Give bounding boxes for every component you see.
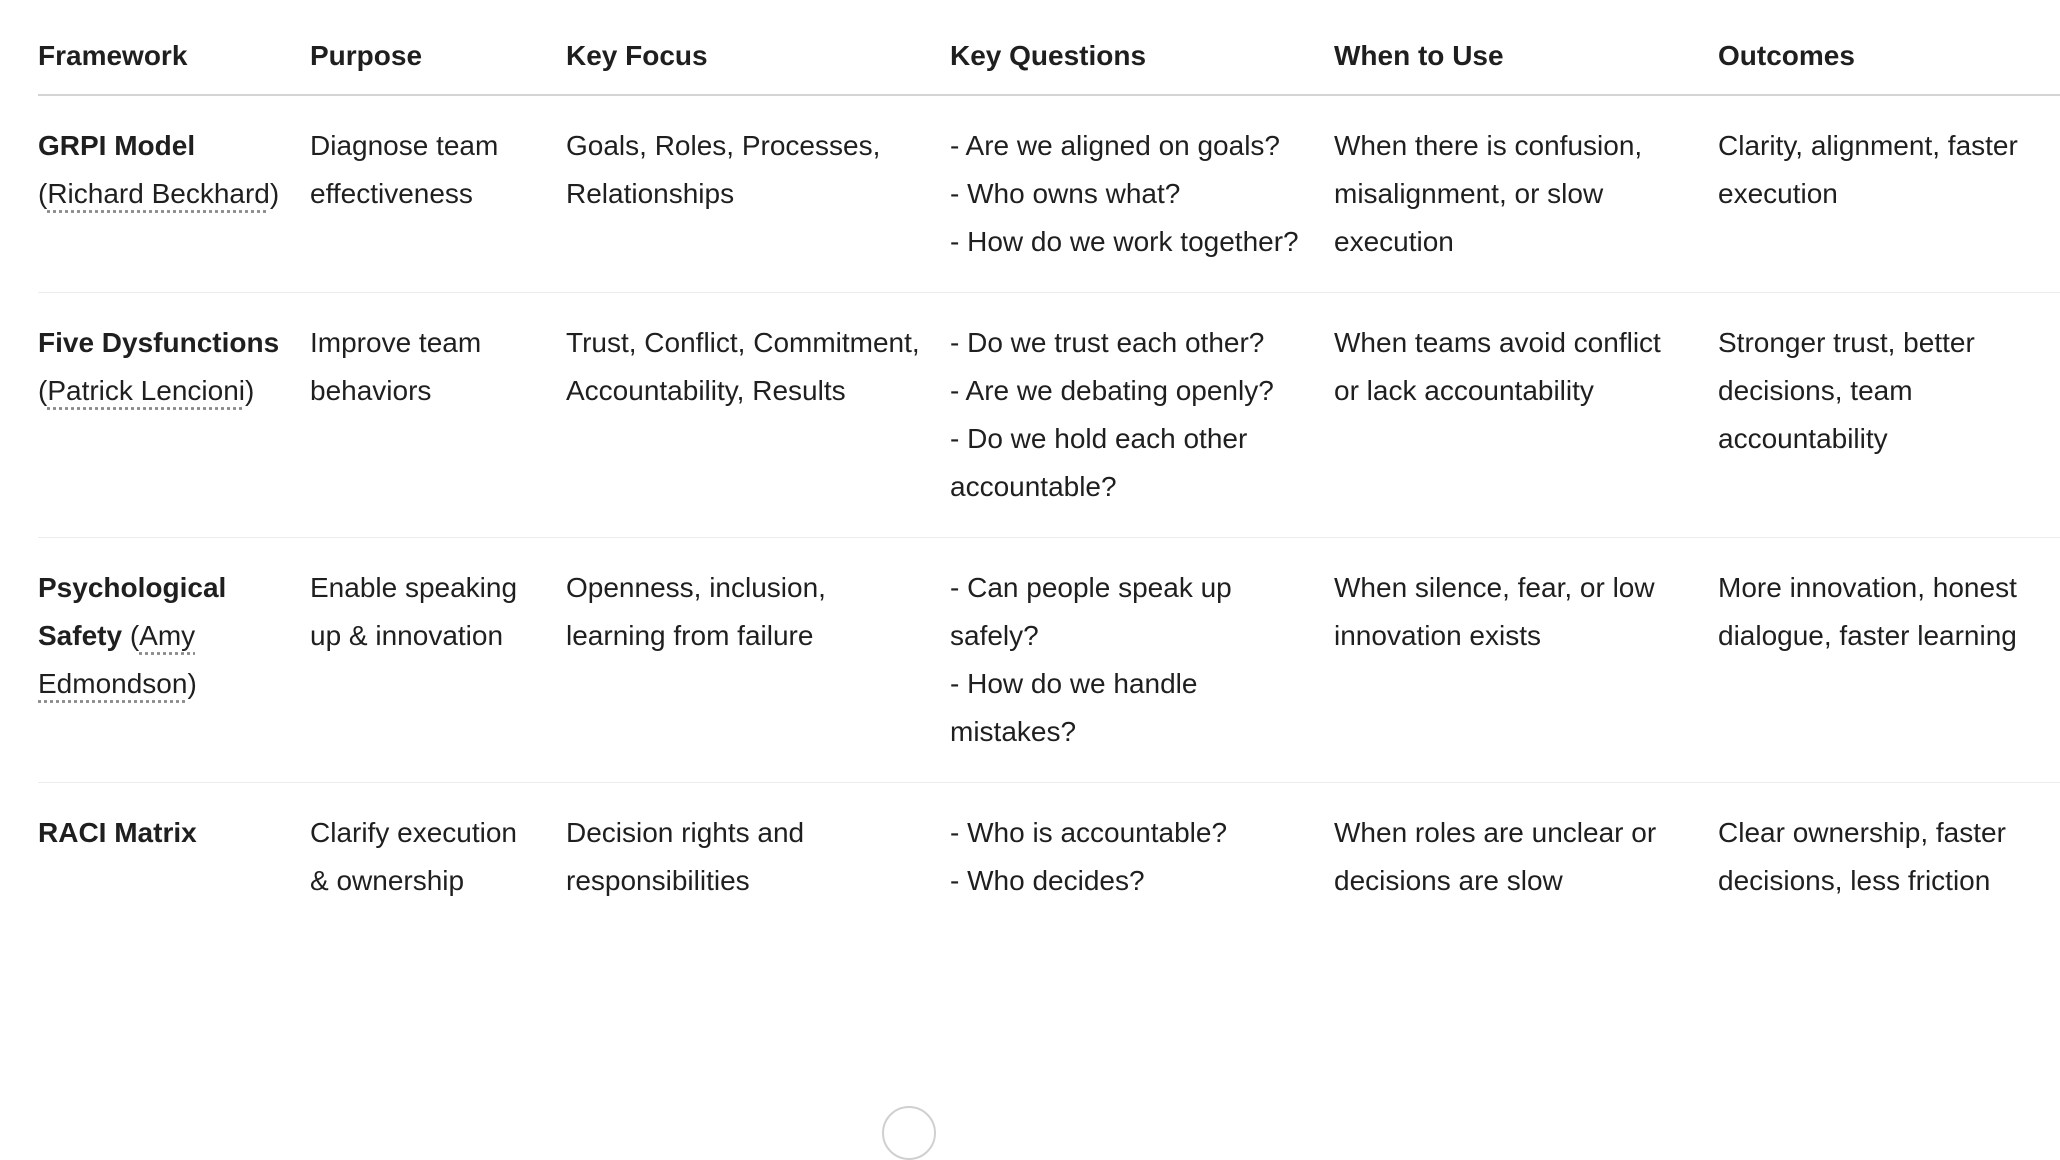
purpose-cell: Clarify execution & ownership <box>310 817 517 896</box>
outcomes-cell: Clear ownership, faster decisions, less friction <box>1718 817 2006 896</box>
table-row <box>38 95 2060 293</box>
framework-author: (Patrick Lencioni) <box>38 375 255 406</box>
when-cell: When silence, fear, or low innovation exists <box>1334 538 1718 783</box>
purpose-cell: Improve team behaviors <box>310 293 566 538</box>
question-line: - Do we hold each other accountable? <box>950 423 1248 502</box>
header-key-questions: Key Questions <box>950 22 1334 95</box>
outcomes-cell: More innovation, honest dialogue, faster learning <box>1718 538 2060 783</box>
header-when-to-use: When to Use <box>1334 22 1718 95</box>
table-row <box>38 783 2060 932</box>
framework-author: (Richard Beckhard) <box>38 178 280 209</box>
outcomes-cell: Stronger trust, better decisions, team accountability <box>1718 293 2060 538</box>
questions-cell <box>950 95 1334 293</box>
frameworks-table-container <box>38 22 2060 931</box>
focus-cell: Trust, Conflict, Commitment, Accountability, Results <box>566 293 950 538</box>
table-row <box>38 293 2060 538</box>
framework-name: Psychological Safety <box>38 572 227 651</box>
framework-cell <box>38 783 310 932</box>
framework-name: RACI Matrix <box>38 817 197 848</box>
header-outcomes: Outcomes <box>1718 22 2060 95</box>
question-line: - How do we handle mistakes? <box>950 668 1198 747</box>
when-cell: When roles are unclear or decisions are slow <box>1334 817 1657 896</box>
framework-author: (Amy Edmondson) <box>38 620 197 699</box>
framework-cell <box>38 538 310 783</box>
questions-cell <box>950 783 1334 932</box>
question-line: - Are we debating openly? <box>950 375 1274 406</box>
header-row <box>38 22 2060 95</box>
author-link[interactable]: Amy Edmondson <box>38 620 196 699</box>
table-header <box>38 22 2060 95</box>
focus-cell: Decision rights and responsibilities <box>566 817 805 896</box>
author-link[interactable]: Patrick Lencioni <box>47 375 245 406</box>
table-body <box>38 95 2060 931</box>
framework-cell <box>38 293 310 538</box>
framework-name: GRPI Model <box>38 130 196 161</box>
question-line: - Can people speak up safely? <box>950 572 1232 651</box>
question-line: - Are we aligned on goals? <box>950 130 1280 161</box>
outcomes-cell: Clarity, alignment, faster execution <box>1718 95 2060 293</box>
header-framework: Framework <box>38 22 310 95</box>
frameworks-table <box>38 22 2060 931</box>
questions-cell <box>950 293 1334 538</box>
focus-cell: Goals, Roles, Processes, Relationships <box>566 95 950 293</box>
when-cell: When teams avoid conflict or lack accountability <box>1334 293 1718 538</box>
header-purpose: Purpose <box>310 22 566 95</box>
question-line: - How do we work together? <box>950 226 1299 257</box>
question-line: - Do we trust each other? <box>950 327 1265 358</box>
question-line: - Who is accountable? <box>950 817 1228 848</box>
framework-name: Five Dysfunctions <box>38 327 280 358</box>
focus-cell: Openness, inclusion, learning from failure <box>566 538 950 783</box>
framework-cell <box>38 95 310 293</box>
header-key-focus: Key Focus <box>566 22 950 95</box>
question-line: - Who owns what? <box>950 178 1181 209</box>
question-line: - Who decides? <box>950 865 1145 896</box>
purpose-cell: Enable speaking up & innovation <box>310 538 566 783</box>
table-row <box>38 538 2060 783</box>
author-link[interactable]: Richard Beckhard <box>47 178 270 209</box>
scroll-down-button[interactable] <box>882 1106 936 1160</box>
when-cell: When there is confusion, misalignment, or slow execution <box>1334 95 1718 293</box>
purpose-cell: Diagnose team effectiveness <box>310 95 566 293</box>
questions-cell <box>950 538 1334 783</box>
